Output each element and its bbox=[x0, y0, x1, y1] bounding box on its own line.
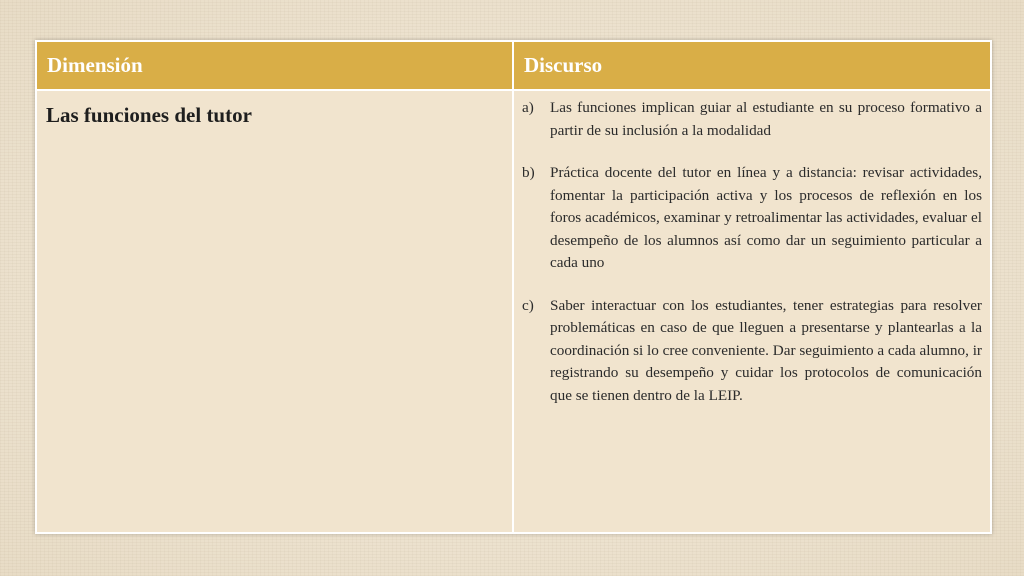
list-item-text: Práctica docente del tutor en línea y a distancia: revisar actividades, fomentar la participación activa y los procesos de reflexión en los foros académicos, examinar y retroalimentar las actividades, evaluar el desempeño de los alumnos así como dar un seguimiento particular a cada uno bbox=[550, 164, 982, 271]
list-item bbox=[522, 97, 982, 142]
discourse-table bbox=[35, 40, 992, 534]
table-header-row bbox=[36, 41, 991, 90]
header-dimension: Dimensión bbox=[36, 41, 513, 90]
list-item-text: Saber interactuar con los estudiantes, tener estrategias para resolver problemáticas en caso de que lleguen a presentarse y plantearlas a la coordinación si lo cree conveniente. Dar seguimiento a cada alumno, ir registrando su desempeño y cuidar los protocolos de comunicación que se tienen dentro de la LEIP. bbox=[550, 296, 982, 404]
list-item-marker: a) bbox=[522, 99, 534, 116]
list-item bbox=[522, 295, 982, 408]
list-item-marker: c) bbox=[522, 296, 534, 314]
list-item bbox=[522, 162, 982, 275]
list-item-text: Las funciones implican guiar al estudiante en su proceso formativo a partir de su inclusión a la modalidad bbox=[550, 99, 982, 139]
discurso-list bbox=[522, 97, 982, 407]
list-item-marker: b) bbox=[522, 164, 535, 181]
table-row bbox=[36, 90, 991, 533]
header-discurso: Discurso bbox=[513, 41, 991, 90]
dimension-cell: Las funciones del tutor bbox=[36, 90, 513, 533]
discurso-cell bbox=[513, 90, 991, 533]
